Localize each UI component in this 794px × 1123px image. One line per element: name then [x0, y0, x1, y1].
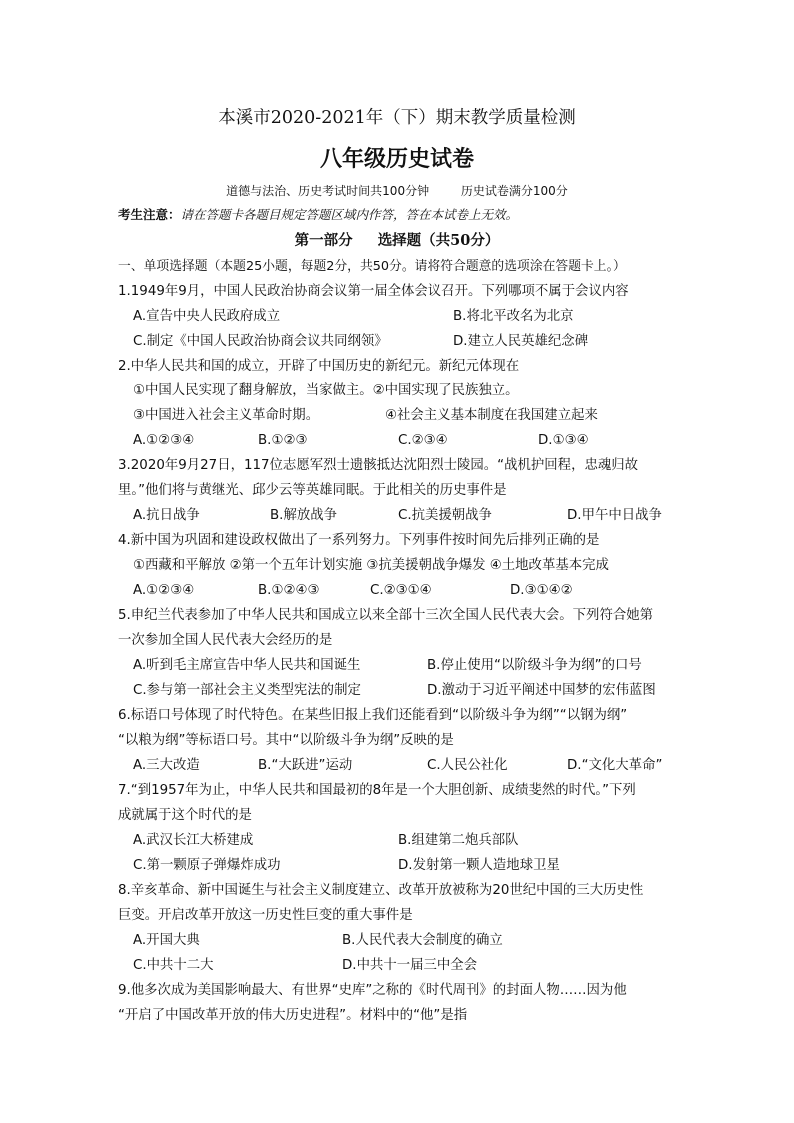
- question-stem: “以粮为纲”等标语口号。其中“以阶级斗争为纲”反映的是: [118, 733, 454, 748]
- question-stem: 成就属于这个时代的是: [118, 808, 252, 823]
- question-stem: 4.新中国为巩固和建设政权做出了一系列努力。下列事件按时间先后排列正确的是: [118, 533, 600, 548]
- option-d: D.③①④②: [510, 583, 573, 598]
- statement-item: ③中国进入社会主义革命时期。: [133, 408, 320, 423]
- question-stem: 6.标语口号体现了时代特色。在某些旧报上我们还能看到“以阶级斗争为纲”“以钢为纲”: [118, 708, 628, 723]
- question-stem: 1.1949年9月，中国人民政治协商会议第一届全体会议召开。下列哪项不属于会议内容: [118, 284, 629, 299]
- option-b: B.“大跃进”运动: [258, 758, 353, 773]
- option-b: B.人民代表大会制度的确立: [342, 933, 503, 948]
- option-c: C.人民公社化: [427, 758, 508, 773]
- subject-title: 八年级历史试卷: [319, 146, 474, 172]
- option-c: C.②③④: [398, 433, 448, 448]
- option-d: D.建立人民英雄纪念碑: [453, 334, 589, 349]
- option-d: D.中共十一届三中全会: [342, 958, 478, 973]
- statement-item: ④社会主义基本制度在我国建立起来: [385, 408, 598, 423]
- option-a: A.①②③④: [133, 433, 195, 448]
- question-stem: 9.他多次成为美国影响最大、有世界“史库”之称的《时代周刊》的封面人物……因为他: [118, 983, 627, 998]
- option-c: C.②③①④: [370, 583, 432, 598]
- statement-item: ①西藏和平解放 ②第一个五年计划实施 ③抗美援朝战争爆发 ④土地改革基本完成: [133, 558, 609, 573]
- question-stem: 3.2020年9月27日，117位志愿军烈士遗骸抵达沈阳烈士陵园。“战机护回程，忠魂归故: [118, 458, 639, 473]
- question-stem: 巨变。开启改革开放这一历史性巨变的重大事件是: [118, 908, 413, 923]
- question-stem: 一次参加全国人民代表大会经历的是: [118, 633, 333, 648]
- question-stem: 2.中华人民共和国的成立，开辟了中国历史的新纪元。新纪元体现在: [118, 359, 520, 374]
- option-d: D.发射第一颗人造地球卫星: [398, 858, 560, 873]
- option-c: C.制定《中国人民政治协商会议共同纲领》: [133, 334, 388, 349]
- notice-text: 请在答题卡各题目规定答题区域内作答，答在本试卷上无效。: [180, 207, 519, 222]
- statement-item: ①中国人民实现了翻身解放，当家做主。②中国实现了民族独立。: [133, 383, 519, 398]
- option-a: A.抗日战争: [133, 508, 200, 523]
- option-d: D.激动于习近平阐述中国梦的宏伟蓝图: [427, 683, 656, 698]
- question-stem: “开启了中国改革开放的伟大历史进程”。材料中的“他”是指: [118, 1008, 468, 1023]
- option-d: D.①③④: [538, 433, 589, 448]
- option-a: A.听到毛主席宣告中华人民共和国诞生: [133, 658, 361, 673]
- option-a: A.宣告中央人民政府成立: [133, 309, 281, 324]
- option-d: D.甲午中日战争: [567, 508, 662, 523]
- option-a: A.开国大典: [133, 933, 200, 948]
- question-stem: 5.申纪兰代表参加了中华人民共和国成立以来全部十三次全国人民代表大会。下列符合她第: [118, 608, 654, 623]
- option-b: B.①②④③: [258, 583, 320, 598]
- option-c: C.第一颗原子弹爆炸成功: [133, 858, 281, 873]
- option-b: B.停止使用“以阶级斗争为纲”的口号: [427, 658, 642, 673]
- question-stem: 8.辛亥革命、新中国诞生与社会主义制度建立、改革开放被称为20世纪中国的三大历史性: [118, 883, 644, 898]
- option-b: B.将北平改名为北京: [453, 309, 574, 324]
- option-b: B.组建第二炮兵部队: [398, 833, 519, 848]
- option-d: D.“文化大革命”: [567, 758, 663, 773]
- time-note: 道德与法治、历史考试时间共100分钟: [226, 184, 430, 198]
- notice-label: 考生注意：: [118, 207, 181, 222]
- part-name: 第一部分: [294, 232, 353, 249]
- score-note: 历史试卷满分100分: [460, 184, 568, 198]
- part-title: 选择题（共50分）: [377, 232, 500, 249]
- option-a: A.武汉长江大桥建成: [133, 833, 254, 848]
- option-c: C.中共十二大: [133, 958, 214, 973]
- option-a: A.三大改造: [133, 758, 200, 773]
- candidate-notice: [118, 207, 518, 223]
- option-a: A.①②③④: [133, 583, 195, 598]
- question-stem: 7.“到1957年为止，中华人民共和国最初的8年是一个大胆创新、成绩斐然的时代。”下列: [118, 783, 636, 798]
- part-heading: [0, 231, 794, 251]
- option-c: C.参与第一部社会主义类型宪法的制定: [133, 683, 361, 698]
- exam-info: [0, 183, 794, 199]
- section-heading: 一、单项选择题（本题25小题，每题2分，共50分。请将符合题意的选项涂在答题卡上。）: [118, 259, 626, 274]
- question-stem: 里。”他们将与黄继光、邱少云等英雄同眠。于此相关的历史事件是: [118, 483, 507, 498]
- option-b: B.解放战争: [270, 508, 338, 523]
- option-b: B.①②③: [258, 433, 308, 448]
- exam-title: 本溪市2020-2021年（下）期末教学质量检测: [218, 108, 576, 128]
- option-c: C.抗美援朝战争: [398, 508, 492, 523]
